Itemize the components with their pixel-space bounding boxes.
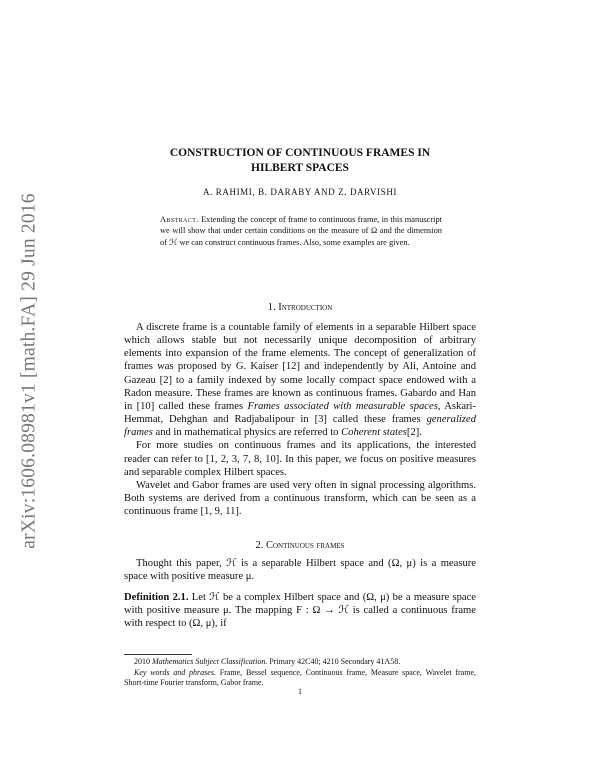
msc-label: Mathematics Subject Classification.: [152, 657, 268, 666]
intro-p1-text-e: and in mathematical physics are referred to: [152, 427, 342, 439]
intro-p1-italic-coherent-states: Coherent states: [341, 427, 407, 439]
title-line-2: HILBERT SPACES: [251, 162, 349, 174]
arxiv-id-text: arXiv:1606.08981v1 [math.FA] 29 Jun 2016: [19, 193, 40, 549]
footnotes: [124, 657, 476, 689]
keywords-label: Key words and phrases.: [134, 667, 216, 677]
abstract: [160, 214, 442, 248]
arxiv-identifier: [8, 172, 52, 570]
intro-p1-italic-frames-associated: Frames associated with measurable spaces: [247, 400, 438, 412]
intro-paragraph-2: For more studies on continuous frames and its applications, the interested reader can refer to [1, 2, 3, 7, 8, 10]. In this paper, we focus on positive measures and separable complex Hilbert spaces.: [124, 440, 476, 478]
intro-paragraph-1: [124, 321, 476, 439]
msc-text: Primary 42C40; 4210 Secondary 41A58.: [267, 657, 401, 666]
abstract-text: Extending the concept of frame to continuous frame, in this manuscript we will show that under certain conditions on the measure of Ω and the dimension of ℋ we can construct continuous frames. Also, some examples are given.: [160, 215, 443, 247]
abstract-label: Abstract.: [160, 215, 199, 224]
paper-title: [124, 146, 476, 176]
footnote-msc: [124, 657, 476, 668]
title-line-1: CONSTRUCTION OF CONTINUOUS FRAMES IN: [169, 147, 431, 159]
paper-authors: A. RAHIMI, B. DARABY AND Z. DARVISHI: [202, 187, 398, 197]
section-1-heading: 1. Introduction: [267, 302, 333, 313]
intro-p1-text-c: , Askari-Hemmat, Dehghan and Radjabalipour in [3] called these frames: [124, 400, 477, 426]
definition-label: Definition 2.1.: [124, 592, 189, 603]
definition-text: Let ℋ be a complex Hilbert space and (Ω, μ) be a measure space with positive measure μ. The mapping F : Ω → ℋ is called a continuous frame with respect to (Ω, μ), if: [124, 592, 477, 630]
intro-p1-text-a: A discrete frame is a countable family of elements in a separable Hilbert space which allows stable but not necessarily unique decomposition of arbitrary elements into expansion of the frame elements. The concept of generalization of frames was proposed by G. Kaiser [12] and independently by Ali, Antoine and Gazeau [2] to a family indexed by some locally compact space endowed with a Radon measure. These frames are known as continuous frames. Gabardo and Han in [10] called these frames: [124, 322, 476, 412]
section-1-body: [124, 321, 476, 518]
definition-2-1: [124, 591, 476, 630]
section-2-body: [124, 557, 476, 583]
msc-year: 2010: [134, 657, 152, 666]
page-number: 1: [298, 687, 302, 696]
footnote-keywords: [124, 668, 476, 689]
footnote-rule: [124, 654, 192, 655]
intro-p1-text-g: [2].: [406, 427, 422, 439]
intro-p1-italic-generalized-frames: generalized frames: [124, 414, 476, 439]
keywords-text: Frame, Bessel sequence, Continuous frame, Measure space, Wavelet frame, Short-time Fourier transform, Gabor frame.: [124, 667, 477, 687]
intro-paragraph-3: Wavelet and Gabor frames are used very often in signal processing algorithms. Both systems are derived from a continuous transform, which can be seen as a continuous frame [1, 9, 11].: [124, 479, 476, 518]
section-2-paragraph-1: Thought this paper, ℋ is a separable Hilbert space and (Ω, μ) is a measure space with positive measure μ.: [124, 558, 476, 583]
section-2-heading: 2. Continuous frames: [255, 540, 345, 551]
